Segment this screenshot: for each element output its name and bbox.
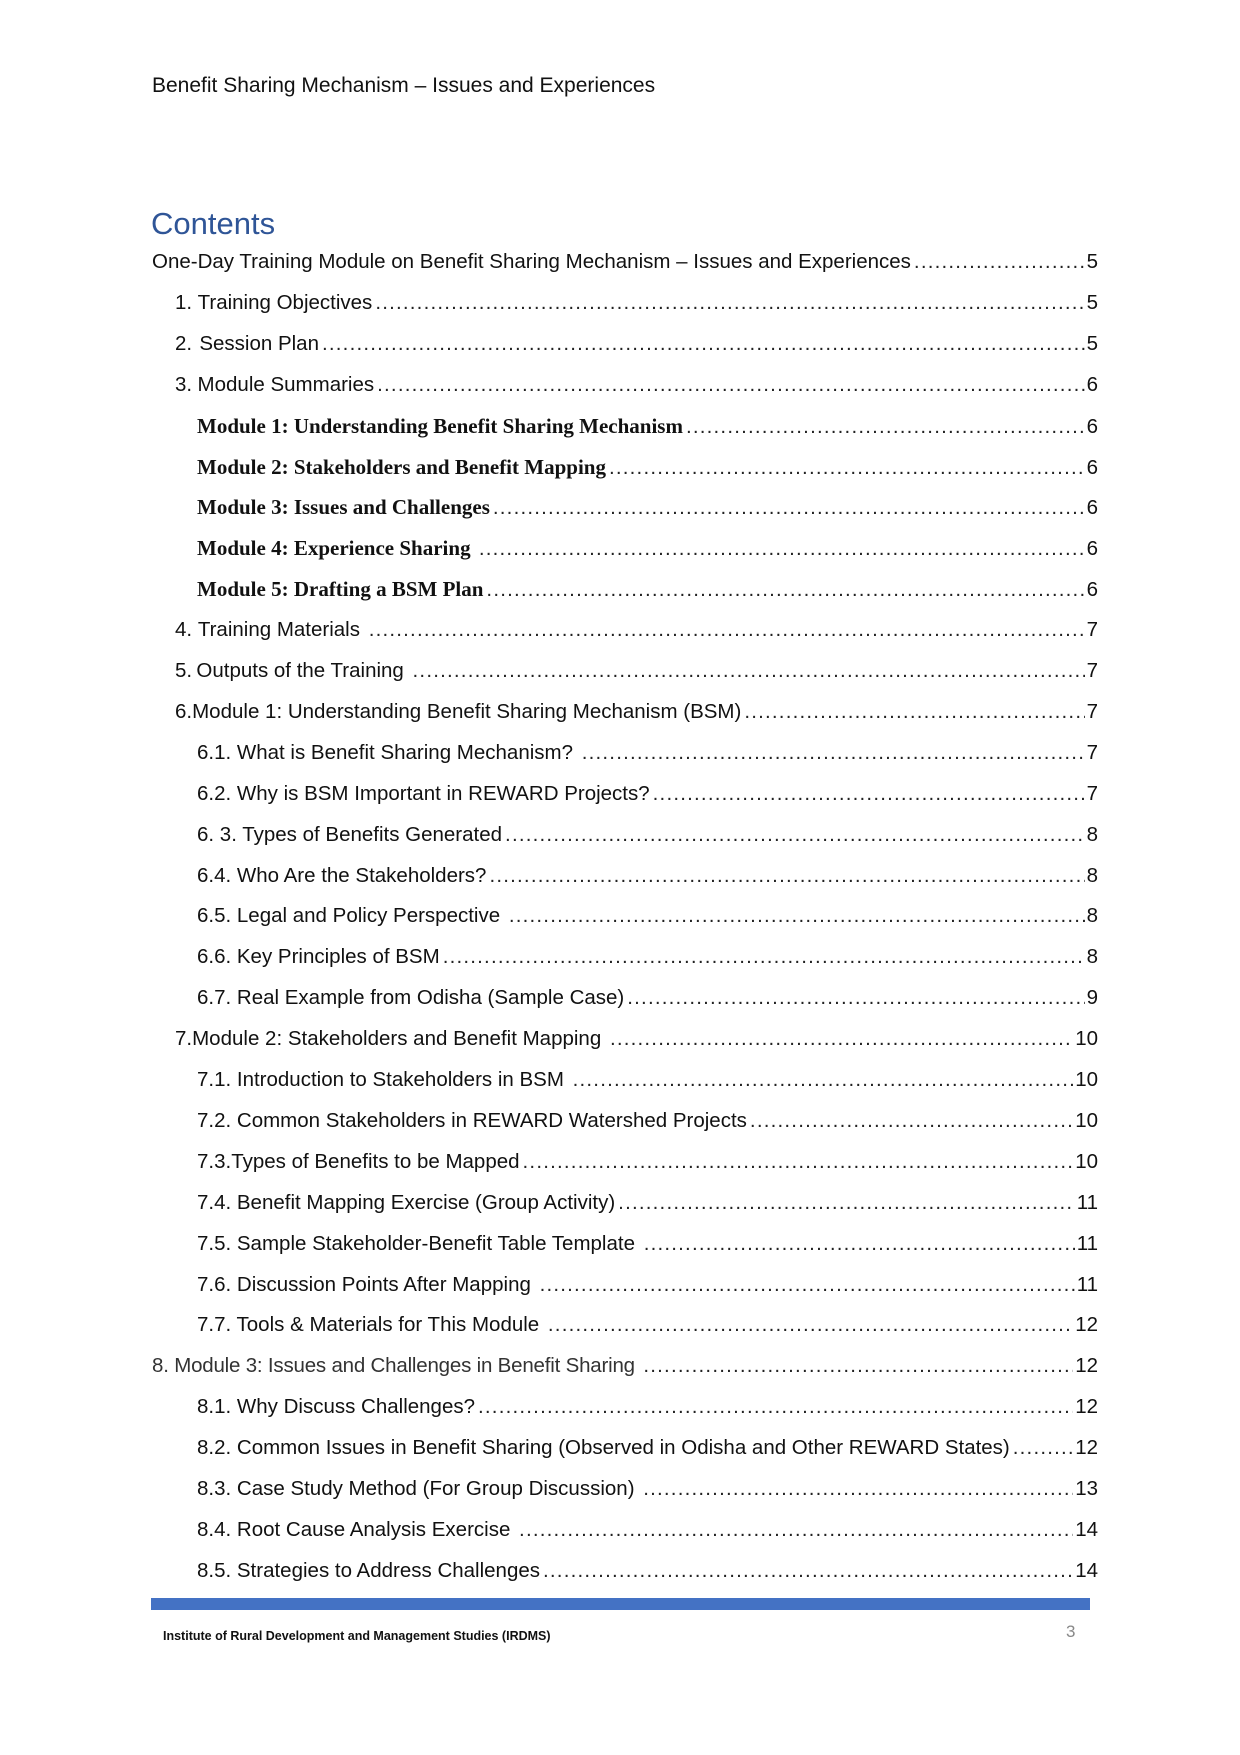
toc-dot-leader: [686, 415, 1085, 439]
toc-dot-leader: [377, 373, 1084, 397]
toc-dot-leader: [540, 1273, 1075, 1297]
toc-entry[interactable]: [197, 455, 1098, 485]
toc-entry-number: 6.: [175, 699, 193, 723]
toc-entry-title: 8.1. Why Discuss Challenges?: [197, 1395, 476, 1419]
toc-dot-leader: [519, 1518, 1073, 1542]
toc-entry-page: 11: [1076, 1190, 1098, 1214]
toc-entry-title: 8.2. Common Issues in Benefit Sharing (Observed in Odisha and Other REWARD States): [197, 1436, 1010, 1460]
toc-entry-page: 7: [1086, 659, 1098, 682]
toc-entry[interactable]: [197, 414, 1098, 444]
toc-entry-title: 6.2. Why is BSM Important in REWARD Projects?: [197, 781, 650, 805]
toc-entry[interactable]: [197, 945, 1098, 975]
toc-dot-leader: [486, 578, 1084, 602]
toc-dot-leader: [543, 1559, 1073, 1583]
toc-entry-title: 6.4. Who Are the Stakeholders?: [197, 863, 487, 887]
toc-entry-page: 6: [1086, 578, 1098, 602]
toc-dot-leader: [914, 250, 1085, 274]
toc-entry-page: 6: [1086, 372, 1098, 396]
toc-dot-leader: [609, 456, 1085, 480]
toc-dot-leader: [653, 782, 1085, 806]
toc-entry-page: 8: [1086, 822, 1098, 846]
toc-dot-leader: [493, 496, 1085, 520]
toc-entry-page: 7: [1086, 781, 1098, 805]
toc-entry[interactable]: [197, 782, 1098, 812]
toc-entry-page: 5: [1086, 250, 1098, 273]
toc-entry-title: 7.7. Tools & Materials for This Module: [197, 1313, 545, 1337]
toc-entry-title: Module 2: Stakeholders and Benefit Mapping: [197, 454, 606, 479]
toc-dot-leader: [610, 1027, 1073, 1051]
toc-entry-title: Module 1: Understanding Benefit Sharing Mechanism (BSM): [192, 699, 742, 723]
toc-dot-leader: [489, 864, 1084, 888]
toc-entry-title: 8.4. Root Cause Analysis Exercise: [197, 1517, 517, 1541]
toc-entry-number: 2.: [175, 331, 193, 355]
toc-dot-leader: [322, 332, 1085, 356]
toc-dot-leader: [369, 618, 1085, 642]
toc-dot-leader: [643, 1477, 1073, 1501]
toc-dot-leader: [618, 1191, 1075, 1215]
toc-dot-leader: [478, 1395, 1073, 1419]
toc-entry[interactable]: [197, 1395, 1098, 1425]
toc-entry[interactable]: [152, 1354, 1098, 1384]
toc-entry-page: 12: [1075, 1436, 1098, 1460]
toc-entry-page: 5: [1086, 290, 1098, 314]
toc-entry[interactable]: [197, 1109, 1098, 1139]
toc-entry-page: 7: [1086, 740, 1098, 764]
toc-entry-title: Training Materials: [197, 618, 366, 642]
toc-entry-title: 6.6. Key Principles of BSM: [197, 945, 440, 969]
toc-entry-title: 6.5. Legal and Policy Perspective: [197, 904, 506, 928]
toc-entry-title: 7.6. Discussion Points After Mapping: [197, 1272, 537, 1296]
toc-entry-page: 7: [1086, 699, 1098, 723]
toc-entry[interactable]: [175, 373, 1098, 403]
toc-entry-page: 7: [1086, 618, 1098, 642]
toc-dot-leader: [582, 741, 1085, 765]
toc-entry-page: 12: [1075, 1395, 1098, 1419]
toc-entry-title: One-Day Training Module on Benefit Sharing Mechanism – Issues and Experiences: [152, 250, 911, 273]
toc-dot-leader: [744, 700, 1084, 724]
toc-entry[interactable]: [197, 1150, 1098, 1180]
toc-entry-number: 3.: [175, 372, 193, 396]
toc-entry-page: 11: [1076, 1231, 1098, 1255]
running-header: Benefit Sharing Mechanism – Issues and Experiences: [152, 74, 656, 97]
toc-entry-title: Module 2: Stakeholders and Benefit Mapping: [192, 1027, 607, 1051]
toc-dot-leader: [644, 1232, 1075, 1256]
toc-entry-number: 4.: [175, 618, 193, 642]
toc-entry-page: 8: [1086, 904, 1098, 928]
toc-dot-leader: [479, 537, 1085, 561]
footer-organization: Institute of Rural Development and Management Studies (IRDMS): [163, 1629, 551, 1643]
toc-entry-title: Module 5: Drafting a BSM Plan: [197, 577, 484, 602]
toc-entry-title: 7.5. Sample Stakeholder-Benefit Table Template: [197, 1231, 641, 1255]
toc-entry-page: 11: [1076, 1272, 1098, 1296]
toc-entry-page: 12: [1075, 1354, 1098, 1378]
toc-entry-page: 5: [1086, 331, 1098, 355]
toc-entry-title: Session Plan: [199, 331, 319, 355]
toc-entry-title: Module 1: Understanding Benefit Sharing Mechanism: [197, 413, 683, 438]
toc-entry-title: 8.3. Case Study Method (For Group Discussion): [197, 1477, 641, 1500]
toc-dot-leader: [1013, 1436, 1073, 1460]
toc-entry-title: 8.5. Strategies to Address Challenges: [197, 1558, 541, 1582]
toc-entry[interactable]: [197, 823, 1098, 853]
toc-dot-leader: [548, 1313, 1073, 1337]
toc-entry-page: 10: [1075, 1068, 1098, 1091]
toc-title: Contents: [151, 206, 276, 241]
toc-entry[interactable]: [197, 495, 1098, 525]
toc-dot-leader: [375, 291, 1084, 315]
toc-entry[interactable]: [197, 1068, 1098, 1098]
footer-bar: [151, 1598, 1090, 1610]
toc-entry[interactable]: [197, 1313, 1098, 1343]
toc-entry[interactable]: [175, 618, 1098, 648]
toc-entry-page: 6: [1086, 496, 1098, 520]
toc-entry-page: 6: [1086, 455, 1098, 479]
toc-entry[interactable]: [175, 1027, 1098, 1057]
toc-entry[interactable]: [197, 864, 1098, 894]
toc-entry[interactable]: [197, 1191, 1098, 1221]
toc-entry-title: Module Summaries: [197, 372, 375, 396]
toc-entry-page: 6: [1086, 537, 1098, 561]
toc-dot-leader: [509, 904, 1085, 928]
toc-dot-leader: [643, 1354, 1073, 1378]
toc-entry-title: 7.2. Common Stakeholders in REWARD Watershed Projects: [197, 1108, 747, 1132]
toc-dot-leader: [627, 986, 1084, 1010]
toc-entry-title: 6.7. Real Example from Odisha (Sample Case): [197, 986, 625, 1010]
toc-dot-leader: [750, 1109, 1073, 1133]
toc-entry-page: 10: [1075, 1027, 1098, 1051]
toc-entry-title: Module 4: Experience Sharing: [197, 536, 476, 561]
toc-entry-page: 8: [1086, 945, 1098, 969]
footer-page-number: 3: [1066, 1622, 1076, 1641]
toc-entry-title: 7.4. Benefit Mapping Exercise (Group Activity): [197, 1190, 616, 1214]
toc-entry-page: 8: [1086, 863, 1098, 887]
toc-entry[interactable]: [197, 1232, 1098, 1262]
toc-entry-page: 10: [1075, 1108, 1098, 1132]
toc-entry[interactable]: [197, 1518, 1098, 1548]
toc-entry[interactable]: [197, 1273, 1098, 1303]
toc-entry-title: 7.1. Introduction to Stakeholders in BSM: [197, 1068, 570, 1091]
toc-entry-title: 6. 3. Types of Benefits Generated: [197, 822, 503, 846]
toc-entry[interactable]: [197, 536, 1098, 566]
toc-entry-title: 8. Module 3: Issues and Challenges in Benefit Sharing: [152, 1354, 641, 1378]
toc-dot-leader: [505, 823, 1085, 847]
toc-entry[interactable]: [197, 741, 1098, 771]
toc-entry-title: Module 3: Issues and Challenges: [197, 495, 490, 520]
toc-entry[interactable]: [175, 659, 1098, 689]
toc-entry-page: 13: [1075, 1477, 1098, 1500]
toc-entry-page: 10: [1075, 1149, 1098, 1173]
toc-entry[interactable]: [197, 1559, 1098, 1589]
toc-entry-page: 14: [1075, 1558, 1098, 1582]
toc-entry[interactable]: [175, 700, 1098, 730]
toc-entry[interactable]: [175, 291, 1098, 321]
toc-entry-number: 7.: [175, 1027, 193, 1051]
toc-entry[interactable]: [197, 577, 1098, 607]
toc-entry[interactable]: [152, 250, 1098, 280]
toc-entry-title: Outputs of the Training: [196, 659, 410, 682]
toc-dot-leader: [413, 659, 1085, 683]
toc-entry-number: 7.3.: [197, 1149, 232, 1173]
toc-entry[interactable]: [197, 1436, 1098, 1466]
toc-entry-title: 6.1. What is Benefit Sharing Mechanism?: [197, 740, 579, 764]
toc-dot-leader: [573, 1068, 1074, 1092]
toc-entry[interactable]: [197, 1477, 1098, 1507]
toc-entry-page: 9: [1086, 986, 1098, 1010]
toc-dot-leader: [443, 945, 1085, 969]
toc-entry-title: Training Objectives: [197, 290, 373, 314]
toc-dot-leader: [523, 1150, 1074, 1174]
toc-entry-title: Types of Benefits to be Mapped: [231, 1149, 520, 1173]
toc-entry[interactable]: [175, 332, 1098, 362]
toc-entry-page: 14: [1075, 1517, 1098, 1541]
toc-entry-number: 1.: [175, 290, 193, 314]
toc-entry[interactable]: [197, 986, 1098, 1016]
toc-entry-page: 12: [1075, 1313, 1098, 1337]
toc-entry-page: 6: [1086, 414, 1098, 438]
toc-entry-number: 5.: [175, 659, 193, 682]
toc-entry[interactable]: [197, 904, 1098, 934]
